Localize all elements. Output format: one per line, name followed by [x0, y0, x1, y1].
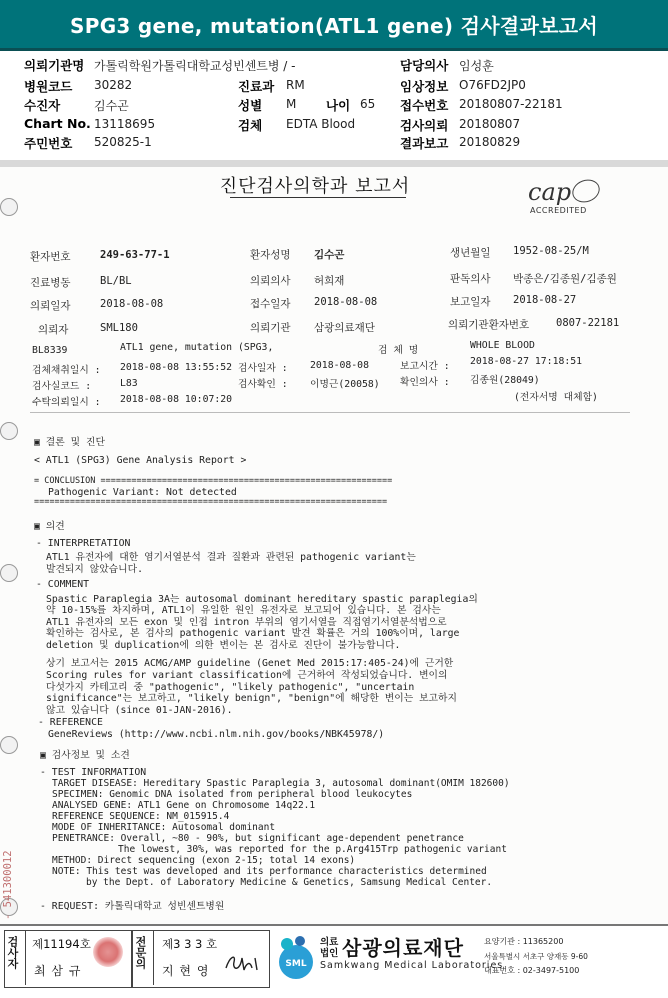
hospital-code-value: 30282	[94, 78, 133, 92]
comment-line-7: Scoring rules for variant classification에 근거하여 작성되었습니다. 변이의	[46, 670, 448, 681]
chart-no-label: Chart No.	[24, 116, 91, 131]
confirm: 김종원(28049)	[470, 375, 540, 386]
requester-label: 의뢰자	[38, 324, 69, 336]
conclusion-rule: =====================================================================	[34, 497, 388, 507]
org-address: 서울특별시 서초구 양재동 9-60	[484, 952, 588, 961]
org-code: 요양기관 : 11365200	[484, 937, 564, 946]
specialist-name: 지 현 영	[162, 964, 210, 978]
inspector-no: 제11194호	[32, 937, 91, 951]
ti-line-1: TARGET DISEASE: Hereditary Spastic Paraplegia 3, autosomal dominant(OMIM 182600)	[52, 778, 510, 789]
comment-line-8: 다섯가지 카테고리 중 "pathogenic", "likely pathogenic", "uncertain	[46, 682, 415, 693]
dept-value: RM	[286, 78, 305, 92]
patient-label: 수진자	[24, 98, 61, 113]
specialist-title: 전문의	[134, 936, 147, 969]
specimen-value: EDTA Blood	[286, 117, 356, 131]
test-date: 2018-08-08	[310, 360, 369, 371]
conclusion-text: Pathogenic Variant: Not detected	[48, 487, 237, 498]
report-value: 20180829	[459, 135, 521, 149]
comment-line-1: Spastic Paraplegia 3A는 autosomal dominant hereditary spastic paraplegia의	[46, 594, 478, 605]
institution-value: 가톨릭학원가톨릭대학교성빈센트병 / -	[94, 59, 296, 73]
req-org-label: 의뢰기관	[250, 322, 291, 334]
interp-head: - INTERPRETATION	[36, 538, 131, 549]
square-bullet-icon: ▣	[34, 437, 46, 448]
punch-hole	[0, 736, 18, 754]
rep-date: 2018-08-27	[513, 294, 577, 306]
ref-text: GeneReviews (http://www.ncbi.nlm.nih.gov/books/NBK45978/)	[48, 729, 385, 740]
ti-line-10: by the Dept. of Laboratory Medicine & Genetics, Samsung Medical Center.	[86, 877, 493, 888]
ref-head: - REFERENCE	[38, 717, 103, 728]
test-date-label: 검사일자 :	[238, 363, 288, 374]
judge: 박종은/김종원/김종원	[513, 273, 617, 285]
req-doctor: 허희재	[314, 275, 345, 287]
hospital-code-label: 병원코드	[24, 79, 73, 94]
specialist-no: 제3 3 3 호	[162, 937, 218, 951]
request-line: - REQUEST: 카톨릭대학교 성빈센트병원	[40, 901, 225, 912]
req-date-label: 의뢰일자	[30, 300, 71, 312]
specimen-name: WHOLE BLOOD	[470, 340, 535, 351]
recv-time-label: 수탁의뢰일시 :	[32, 397, 101, 408]
cap-swoosh-icon	[569, 176, 603, 206]
specimen-label: 검체	[238, 118, 263, 133]
red-seal-stamp	[93, 937, 123, 967]
section-info-heading	[40, 747, 130, 761]
dept-label: 진료과	[238, 79, 275, 94]
report-title: 진단검사의학과 보고서	[219, 176, 411, 197]
punch-hole	[0, 422, 18, 440]
ti-line-8: METHOD: Direct sequencing (exon 2-15; total 14 exons)	[52, 855, 356, 866]
comment-line-4: 확인하는 검사로, 본 검사의 pathogenic variant 발견 확률은 거의 100%이며, large	[46, 628, 460, 639]
request-value: 20180807	[459, 117, 521, 131]
rrn-value: 520825-1	[94, 135, 152, 149]
req-org-no: 0807-22181	[556, 317, 620, 329]
test-code: L83	[120, 378, 138, 389]
section-divider	[0, 160, 668, 167]
rep-date-label: 보고일자	[450, 296, 491, 308]
comment-line-5: deletion 및 duplication에 의한 변이는 본 검사로 진단이 불가능합니다.	[46, 640, 401, 651]
confirm-label: 확인의사 :	[400, 377, 450, 388]
square-bullet-icon: ▣	[40, 750, 52, 761]
ti-line-3: ANALYSED GENE: ATL1 Gene on Chromosome 14q22.1	[52, 800, 316, 811]
age-label: 나이	[326, 98, 351, 113]
cap-accredited-text: ACCREDITED	[530, 206, 587, 215]
collect-label: 검체채취일시 :	[32, 365, 101, 376]
comment-head: - COMMENT	[36, 579, 90, 590]
side-code: - 541300012	[2, 850, 14, 920]
institution-label: 의뢰기관명	[24, 58, 85, 73]
recv-date-label: 접수일자	[250, 298, 291, 310]
interp-line-1: ATL1 유전자에 대한 염기서열분석 결과 질환과 관련된 pathogenic variant는	[46, 552, 416, 563]
clinical-value: O76FD2JP0	[459, 78, 526, 92]
title-underline	[230, 197, 406, 198]
punch-hole	[0, 564, 18, 582]
comment-line-3: ATL1 유전자의 모든 exon 및 인접 intron 부위의 염기서열을 직접염기서열분석법으로	[46, 617, 447, 628]
receipt-label: 접수번호	[400, 98, 449, 113]
doctor-label: 담당의사	[400, 58, 449, 73]
ti-head: - TEST INFORMATION	[40, 767, 147, 778]
recv-date: 2018-08-08	[314, 296, 378, 308]
org-english-name: Samkwang Medical Laboratories	[320, 960, 504, 971]
esign-note: (전자서명 대체함)	[514, 392, 598, 403]
ti-line-5: MODE OF INHERITANCE: Autosomal dominant	[52, 822, 276, 833]
test-code-label: 검사실코드 :	[32, 381, 92, 392]
cap-logo-text: cap	[528, 178, 572, 206]
collect: 2018-08-08 13:55:52	[120, 362, 233, 373]
interp-line-2: 발견되지 않았습니다.	[46, 564, 143, 575]
punch-hole	[0, 198, 18, 216]
sex-label: 성별	[238, 98, 263, 113]
ward-label: 진료병동	[30, 277, 71, 289]
dob: 1952-08-25/M	[513, 245, 589, 257]
section-opinion-label: 의견	[45, 521, 65, 532]
verify-label: 검사확인 :	[238, 379, 288, 390]
dob-label: 생년월일	[450, 247, 491, 259]
ti-line-4: REFERENCE SEQUENCE: NM_015915.4	[52, 811, 230, 822]
analysis-title: < ATL1 (SPG3) Gene Analysis Report >	[34, 455, 247, 466]
sml-logo-icon	[272, 934, 320, 982]
ti-line-9: NOTE: This test was developed and its performance characteristics determined	[52, 866, 487, 877]
request-label: 검사의뢰	[400, 118, 449, 133]
page-title: SPG3 gene, mutation(ATL1 gene) 검사결과보고서	[70, 14, 598, 38]
ward: BL/BL	[100, 275, 132, 287]
age-value: 65	[360, 97, 376, 111]
section-opinion-heading	[34, 518, 65, 532]
comment-line-2: 약 10-15%를 차지하며, ATL1이 유일한 원인 유전자로 보고되어 있습니다. 본 검사는	[46, 605, 441, 616]
specimen-name-label: 검 체 명	[378, 345, 419, 356]
recv-time: 2018-08-08 10:07:20	[120, 394, 233, 405]
rep-time-label: 보고시간 :	[400, 361, 450, 372]
test-name: ATL1 gene, mutation (SPG3,	[120, 342, 274, 353]
req-org: 삼광의료재단	[314, 322, 375, 334]
receipt-value: 20180807-22181	[459, 97, 563, 111]
divider-line	[30, 412, 630, 413]
ti-line-7: The lowest, 30%, was reported for the p.Arg415Trp pathogenic variant	[118, 844, 507, 855]
org-tel: 대표번호 : 02-3497-5100	[484, 966, 580, 975]
comment-line-10: 않고 있습니다 (since 01-JAN-2016).	[46, 705, 233, 716]
section-result-label: 결론 및 진단	[45, 437, 105, 448]
patient-value: 김수곤	[94, 99, 129, 113]
chart-no-value: 13118695	[94, 117, 156, 131]
verify: 이명근(20058)	[310, 379, 380, 390]
cap-accredited-logo	[524, 178, 619, 218]
comment-line-9: significance"는 보고하고, "likely benign", "benign"에 해당한 변이는 보고하지	[46, 693, 457, 704]
inspector-title: 검사자	[6, 936, 19, 969]
req-date: 2018-08-08	[100, 298, 164, 310]
inspector-name: 최 삼 규	[34, 964, 82, 978]
sex-value: M	[286, 97, 297, 111]
rep-time: 2018-08-27 17:18:51	[470, 356, 583, 367]
patient-no-label: 환자번호	[30, 251, 71, 263]
comment-line-6: 상기 보고서는 2015 ACMG/AMP guideline (Genet Med 2015:17:405-24)에 근거한	[46, 658, 454, 669]
clinical-label: 임상정보	[400, 79, 449, 94]
ti-line-6: PENETRANCE: Overall, ~80 - 90%, but significant age-dependent penetrance	[52, 833, 464, 844]
code-line: BL8339	[32, 345, 68, 356]
section-result-heading	[34, 434, 105, 448]
handwritten-signature	[222, 950, 262, 976]
report-label: 결과보고	[400, 136, 449, 151]
square-bullet-icon: ▣	[34, 521, 46, 532]
rrn-label: 주민번호	[24, 136, 73, 151]
req-doctor-label: 의뢰의사	[250, 275, 291, 287]
patient-name-label: 환자성명	[250, 249, 291, 261]
req-org-no-label: 의뢰기관환자번호	[448, 319, 530, 331]
ti-line-2: SPECIMEN: Genomic DNA isolated from peripheral blood leukocytes	[52, 789, 413, 800]
patient-name: 김수곤	[314, 249, 345, 261]
patient-no: 249-63-77-1	[100, 249, 170, 261]
org-type: 의료법인	[320, 937, 339, 959]
org-name: 삼광의료재단	[342, 936, 464, 960]
requester: SML180	[100, 322, 138, 334]
conclusion-head: = CONCLUSION =========================================================	[34, 476, 393, 486]
judge-label: 판독의사	[450, 273, 491, 285]
sml-logo-text: SML	[285, 959, 307, 969]
doctor-value: 임성훈	[459, 59, 494, 73]
section-info-label: 검사정보 및 소견	[51, 750, 130, 761]
